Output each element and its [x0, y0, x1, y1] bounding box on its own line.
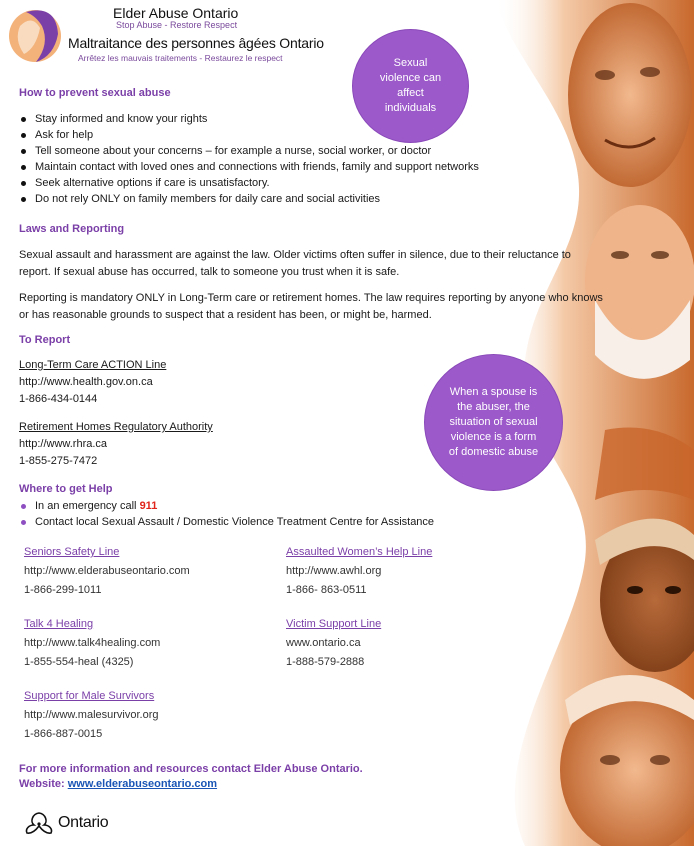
- resource-talk4healing: [24, 615, 160, 672]
- list-item: Contact local Sexual Assault / Domestic Violence Treatment Centre for Assistance: [19, 514, 434, 530]
- section-heading-laws: Laws and Reporting: [19, 223, 125, 235]
- website-link[interactable]: www.elderabuseontario.com: [67, 778, 218, 790]
- resource-name[interactable]: Seniors Safety Line: [24, 546, 120, 558]
- list-item: Seek alternative options if care is unsatisfactory.: [19, 175, 479, 191]
- contact-name: Retirement Homes Regulatory Authority: [19, 421, 213, 433]
- resource-phone: 1-855-554-heal (4325): [24, 656, 134, 668]
- resource-victim-support: [286, 615, 381, 672]
- resource-phone: 1-866- 863-0511: [286, 584, 367, 596]
- list-item: Tell someone about your concerns – for example a nurse, social worker, or doctor: [19, 143, 479, 159]
- resource-name[interactable]: Talk 4 Healing: [24, 618, 94, 630]
- resource-url[interactable]: http://www.talk4healing.com: [24, 637, 161, 649]
- ontario-wordmark: Ontario: [58, 814, 109, 831]
- footer-line: For more information and resources contact Elder Abuse Ontario.: [19, 763, 363, 775]
- contact-name: Long-Term Care ACTION Line: [19, 359, 167, 371]
- callout-text: Sexual violence can affect individuals: [379, 57, 442, 114]
- section-heading-prevent: How to prevent sexual abuse: [19, 87, 171, 99]
- emergency-text: In an emergency call: [35, 500, 140, 512]
- footer-info: [19, 762, 363, 792]
- trillium-icon: [22, 810, 56, 836]
- tagline-fr: Arrêtez les mauvais traitements - Restaurez le respect: [78, 53, 283, 63]
- list-item: [19, 498, 434, 514]
- contact-phone: 1-866-434-0144: [19, 393, 98, 405]
- tagline-en: Stop Abuse - Restore Respect: [116, 20, 238, 30]
- resource-assaulted-women: [286, 543, 432, 600]
- callout-bubble-mid: [425, 355, 562, 490]
- contact-url[interactable]: http://www.rhra.ca: [19, 438, 108, 450]
- resource-name[interactable]: Victim Support Line: [286, 618, 382, 630]
- help-list: [19, 498, 434, 530]
- list-item: Stay informed and know your rights: [19, 111, 479, 127]
- contact-phone: 1-855-275-7472: [19, 455, 98, 467]
- list-item: Maintain contact with loved ones and connections with friends, family and support networks: [19, 159, 479, 175]
- callout-text: When a spouse is the abuser, the situation of sexual violence is a form of domestic abuse: [448, 386, 539, 458]
- emergency-number: 911: [139, 500, 158, 512]
- resource-seniors-safety: [24, 543, 190, 600]
- list-item: Ask for help: [19, 127, 479, 143]
- report-contact-rhra: [19, 419, 213, 470]
- section-heading-help: Where to get Help: [19, 483, 113, 495]
- prevent-list: [19, 111, 479, 207]
- contact-url[interactable]: http://www.health.gov.on.ca: [19, 376, 153, 388]
- resource-name[interactable]: Assaulted Women’s Help Line: [286, 546, 433, 558]
- website-label: Website:: [19, 778, 68, 790]
- resource-url[interactable]: http://www.elderabuseontario.com: [24, 565, 190, 577]
- resource-url[interactable]: www.ontario.ca: [286, 637, 361, 649]
- section-heading-report: To Report: [19, 334, 71, 346]
- report-contact-ltc: [19, 357, 166, 408]
- ontario-government-logo: [22, 808, 108, 838]
- resource-url[interactable]: http://www.malesurvivor.org: [24, 709, 159, 721]
- laws-paragraph-2: Reporting is mandatory ONLY in Long-Term care or retirement homes. The law requires reporting by anyone who knows or has reasonable grounds to suspect that a resident has been, or might be, harmed.: [19, 292, 603, 321]
- org-name-fr: Maltraitance des personnes âgées Ontario: [68, 35, 324, 51]
- resource-male-survivors: [24, 687, 159, 744]
- resource-url[interactable]: http://www.awhl.org: [286, 565, 382, 577]
- elder-abuse-ontario-logo: [6, 4, 64, 64]
- resource-phone: 1-888-579-2888: [286, 656, 365, 668]
- org-name-en: Elder Abuse Ontario: [113, 5, 239, 21]
- list-item: Do not rely ONLY on family members for daily care and social activities: [19, 191, 479, 207]
- laws-paragraph-1: Sexual assault and harassment are against the law. Older victims often suffer in silence, due to their reluctance to report. If sexual abuse has occurred, talk to someone you trust when it is safe.: [19, 249, 571, 278]
- resource-phone: 1-866-887-0015: [24, 728, 103, 740]
- resource-name[interactable]: Support for Male Survivors: [24, 690, 155, 702]
- resource-phone: 1-866-299-1011: [24, 584, 102, 596]
